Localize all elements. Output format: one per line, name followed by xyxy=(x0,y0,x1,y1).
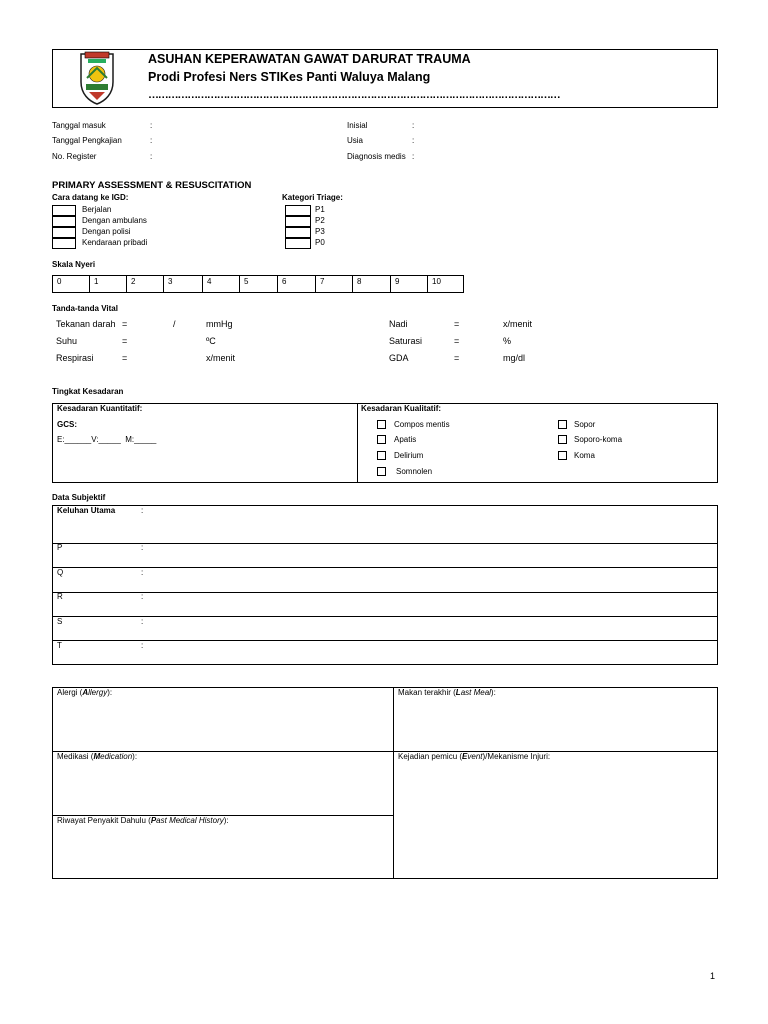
arrival-checkbox[interactable] xyxy=(52,216,76,227)
arrival-option: Berjalan xyxy=(82,205,112,214)
arrival-option: Dengan polisi xyxy=(82,227,131,236)
triage-checkbox[interactable] xyxy=(285,238,311,249)
consciousness-title: Tingkat Kesadaran xyxy=(52,387,124,396)
vital-unit: mmHg xyxy=(206,319,233,329)
row-colon: : xyxy=(141,506,144,515)
triage-option: P1 xyxy=(315,205,325,214)
qual-checkbox[interactable] xyxy=(377,467,386,476)
triage-checkbox[interactable] xyxy=(285,227,311,238)
vital-equals: = xyxy=(122,319,128,329)
consciousness-table xyxy=(52,403,718,483)
sample-divider xyxy=(53,751,717,752)
identity-label: Tanggal Pengkajian xyxy=(52,136,122,145)
pain-scale-cell[interactable]: 4 xyxy=(203,276,240,292)
row-divider xyxy=(53,567,717,568)
pain-scale-cell[interactable]: 3 xyxy=(164,276,203,292)
qual-checkbox[interactable] xyxy=(377,435,386,444)
pqrst-label: P xyxy=(57,543,63,552)
pqrst-label: R xyxy=(57,592,63,601)
identity-colon: : xyxy=(412,121,415,130)
vital-unit: ºC xyxy=(206,336,216,346)
identity-colon: : xyxy=(150,121,153,130)
vital-label: Nadi xyxy=(389,319,408,329)
arrival-checkbox[interactable] xyxy=(52,227,76,238)
row-divider xyxy=(53,640,717,641)
vital-unit: x/menit xyxy=(206,353,236,363)
identity-label: Diagnosis medis xyxy=(347,152,406,161)
pain-scale-cell[interactable]: 0 xyxy=(53,276,90,292)
vital-equals: = xyxy=(454,336,460,346)
form-title: ASUHAN KEPERAWATAN GAWAT DARURAT TRAUMA xyxy=(148,52,471,66)
triage-option: P3 xyxy=(315,227,325,236)
history-label: Riwayat Penyakit Dahulu (Past Medical History): xyxy=(57,816,229,825)
main-complaint-label: Keluhan Utama xyxy=(57,506,116,515)
qual-option: Soporo-koma xyxy=(574,435,623,444)
sample-divider xyxy=(393,688,394,878)
subjective-table xyxy=(52,505,718,665)
row-colon: : xyxy=(141,641,144,650)
qual-option: Koma xyxy=(574,451,595,460)
row-colon: : xyxy=(141,543,144,552)
arrival-option: Kendaraan pribadi xyxy=(82,238,148,247)
vital-label: Saturasi xyxy=(389,336,423,346)
form-subtitle: Prodi Profesi Ners STIKes Panti Waluya Malang xyxy=(148,70,431,84)
event-label: Kejadian pemicu (Event)/Mekanisme Injuri: xyxy=(398,752,551,761)
qualitative-title: Kesadaran Kualitatif: xyxy=(361,404,442,413)
qual-option: Sopor xyxy=(574,420,596,429)
subjective-title: Data Subjektif xyxy=(52,493,106,502)
qual-checkbox[interactable] xyxy=(558,435,567,444)
qual-option: Somnolen xyxy=(396,467,433,476)
allergy-label: Alergi (Allergy): xyxy=(57,688,113,697)
vital-equals: = xyxy=(454,353,460,363)
arrival-option: Dengan ambulans xyxy=(82,216,147,225)
arrival-checkbox[interactable] xyxy=(52,238,76,249)
pain-scale-table xyxy=(52,275,464,293)
vital-label: Suhu xyxy=(56,336,78,346)
triage-title: Kategori Triage: xyxy=(282,193,343,202)
qual-checkbox[interactable] xyxy=(558,451,567,460)
qual-checkbox[interactable] xyxy=(377,451,386,460)
vital-unit: % xyxy=(503,336,512,346)
vital-equals: = xyxy=(454,319,460,329)
pain-scale-cell[interactable]: 1 xyxy=(90,276,127,292)
qual-option: Delirium xyxy=(394,451,424,460)
triage-option: P0 xyxy=(315,238,325,247)
gcs-fields[interactable]: E:______V:_____ M:_____ xyxy=(57,435,157,444)
vital-equals: = xyxy=(122,353,128,363)
vital-unit: x/menit xyxy=(503,319,533,329)
page-number: 1 xyxy=(710,971,716,981)
qual-option: Compos mentis xyxy=(394,420,450,429)
triage-option: P2 xyxy=(315,216,325,225)
quantitative-title: Kesadaran Kuantitatif: xyxy=(57,404,143,413)
arrival-title: Cara datang ke IGD: xyxy=(52,193,129,202)
vital-unit: mg/dl xyxy=(503,353,526,363)
identity-label: Inisial xyxy=(347,121,368,130)
identity-colon: : xyxy=(150,152,153,161)
pqrst-label: S xyxy=(57,617,63,626)
triage-checkbox[interactable] xyxy=(285,216,311,227)
triage-checkbox[interactable] xyxy=(285,205,311,216)
identity-colon: : xyxy=(412,136,415,145)
row-colon: : xyxy=(141,568,144,577)
identity-label: Usia xyxy=(347,136,364,145)
medication-label: Medikasi (Medication): xyxy=(57,752,138,761)
qual-checkbox[interactable] xyxy=(558,420,567,429)
pain-scale-cell[interactable]: 9 xyxy=(391,276,428,292)
pain-scale-cell[interactable]: 7 xyxy=(316,276,353,292)
row-colon: : xyxy=(141,592,144,601)
pain-scale-cell[interactable]: 2 xyxy=(127,276,164,292)
pain-scale-cell[interactable]: 10 xyxy=(432,277,441,286)
institution-logo-icon xyxy=(77,50,117,106)
pain-scale-cell[interactable]: 8 xyxy=(353,276,391,292)
gcs-label: GCS: xyxy=(57,420,77,429)
section-heading-primary: PRIMARY ASSESSMENT & RESUSCITATION xyxy=(52,180,252,191)
identity-colon: : xyxy=(150,136,153,145)
identity-label: No. Register xyxy=(52,152,97,161)
pain-scale-title: Skala Nyeri xyxy=(52,260,96,269)
qual-option: Apatis xyxy=(394,435,417,444)
pqrst-label: T xyxy=(57,641,62,650)
vital-label: Respirasi xyxy=(56,353,94,363)
consciousness-divider xyxy=(357,404,358,482)
qual-checkbox[interactable] xyxy=(377,420,386,429)
row-colon: : xyxy=(141,617,144,626)
vital-label: GDA xyxy=(389,353,409,363)
pain-scale-cell[interactable]: 6 xyxy=(278,276,316,292)
vital-separator: / xyxy=(173,319,176,329)
vital-label: Tekanan darah xyxy=(56,319,116,329)
sample-table xyxy=(52,687,718,879)
arrival-checkbox[interactable] xyxy=(52,205,76,216)
row-divider xyxy=(53,592,717,593)
identity-colon: : xyxy=(412,152,415,161)
identity-label: Tanggal masuk xyxy=(52,121,106,130)
pqrst-label: Q xyxy=(57,568,64,577)
dotted-line: ……………………………………………………………………………………………………………… xyxy=(148,89,560,101)
vital-equals: = xyxy=(122,336,128,346)
row-divider xyxy=(53,543,717,544)
header-box xyxy=(52,49,718,108)
last-meal-label: Makan terakhir (Last Meal): xyxy=(398,688,496,697)
row-divider xyxy=(53,616,717,617)
vitals-title: Tanda-tanda Vital xyxy=(52,304,118,313)
pain-scale-cell[interactable]: 5 xyxy=(240,276,278,292)
